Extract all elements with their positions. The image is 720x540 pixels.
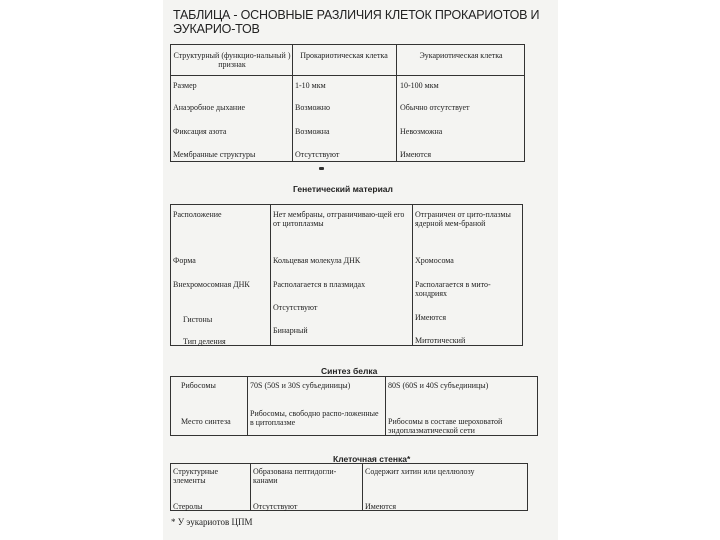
table-cell: Бинарный [273, 326, 308, 335]
protein-synthesis-table [170, 376, 538, 436]
table-cell: Гистоны [183, 315, 213, 324]
table-cell: Анаэробное дыхание [173, 103, 246, 112]
table-cell: Стеролы [173, 502, 203, 511]
table-cell: Имеются [400, 150, 432, 159]
table-cell: Отсутствуют [273, 303, 318, 312]
table-cell: Хромосома [415, 256, 454, 265]
cell-wall-heading: Клеточная стенка* [333, 454, 411, 464]
table-header-cell: Структурный (функцио-нальный ) признак [173, 51, 291, 69]
table-cell: Фиксация азота [173, 127, 227, 136]
table-cell: 1-10 мкм [295, 81, 326, 90]
table-cell: 80S (60S и 40S субъединицы) [388, 381, 489, 390]
main-differences-table [170, 44, 525, 162]
table-cell: Структурные элементы [173, 467, 219, 485]
table-cell: Имеются [365, 502, 397, 511]
table-cell: Располагается в мито-хондриях [415, 280, 491, 298]
table-cell: Митотический [415, 336, 466, 345]
table-cell: Отсутствуют [295, 150, 340, 159]
table-header-cell: Прокариотическая клетка [300, 51, 388, 60]
table-cell: Содержит хитин или целлюлозу [365, 467, 475, 476]
document-page [163, 0, 558, 540]
table-cell: Тип деления [183, 337, 226, 346]
table-cell: Располагается в плазмидах [273, 280, 366, 289]
protein-synthesis-heading: Синтез белка [321, 366, 378, 376]
genetic-material-table [170, 204, 523, 346]
table-cell: Имеются [415, 313, 447, 322]
table-cell: Отсутствуют [253, 502, 298, 511]
table-cell: Возможна [295, 127, 330, 136]
table-cell: 10-100 мкм [400, 81, 439, 90]
table-cell: 70S (50S и 30S субъединицы) [250, 381, 351, 390]
table-cell: Рибосомы в составе шероховатой эндоплазматической сети [388, 417, 503, 435]
table-cell: Мембранные структуры [173, 150, 256, 159]
separator-mark [319, 167, 324, 170]
table-cell: Обычно отсутствует [400, 103, 470, 112]
table-cell: Форма [173, 256, 196, 265]
table-cell: Нет мембраны, отграничиваю-щей его от цитоплазмы [273, 210, 405, 228]
table-cell: Рибосомы [181, 381, 216, 390]
table-cell: Невозможна [400, 127, 443, 136]
footnote: * У эукариотов ЦПМ [171, 517, 253, 527]
table-cell: Отграничен от цито-плазмы ядерной мем-браной [415, 210, 511, 228]
table-cell: Рибосомы, свободно распо-ложенные в цитоплазме [250, 409, 379, 427]
cell-wall-table [170, 463, 528, 511]
table-cell: Размер [173, 81, 197, 90]
table-cell: Кольцевая молекула ДНК [273, 256, 361, 265]
table-header-cell: Эукариотическая клетка [419, 51, 503, 60]
table-cell: Внехромосомная ДНК [173, 280, 250, 289]
table-cell: Образована пептидогли-канами [253, 467, 337, 485]
table-cell: Место синтеза [181, 417, 231, 426]
document-title: ТАБЛИЦА - ОСНОВНЫЕ РАЗЛИЧИЯ КЛЕТОК ПРОКАРИОТОВ И ЭУКАРИО-ТОВ [173, 8, 540, 36]
genetic-material-heading: Генетический материал [293, 184, 393, 194]
table-cell: Возможно [295, 103, 331, 112]
table-cell: Расположение [173, 210, 222, 219]
